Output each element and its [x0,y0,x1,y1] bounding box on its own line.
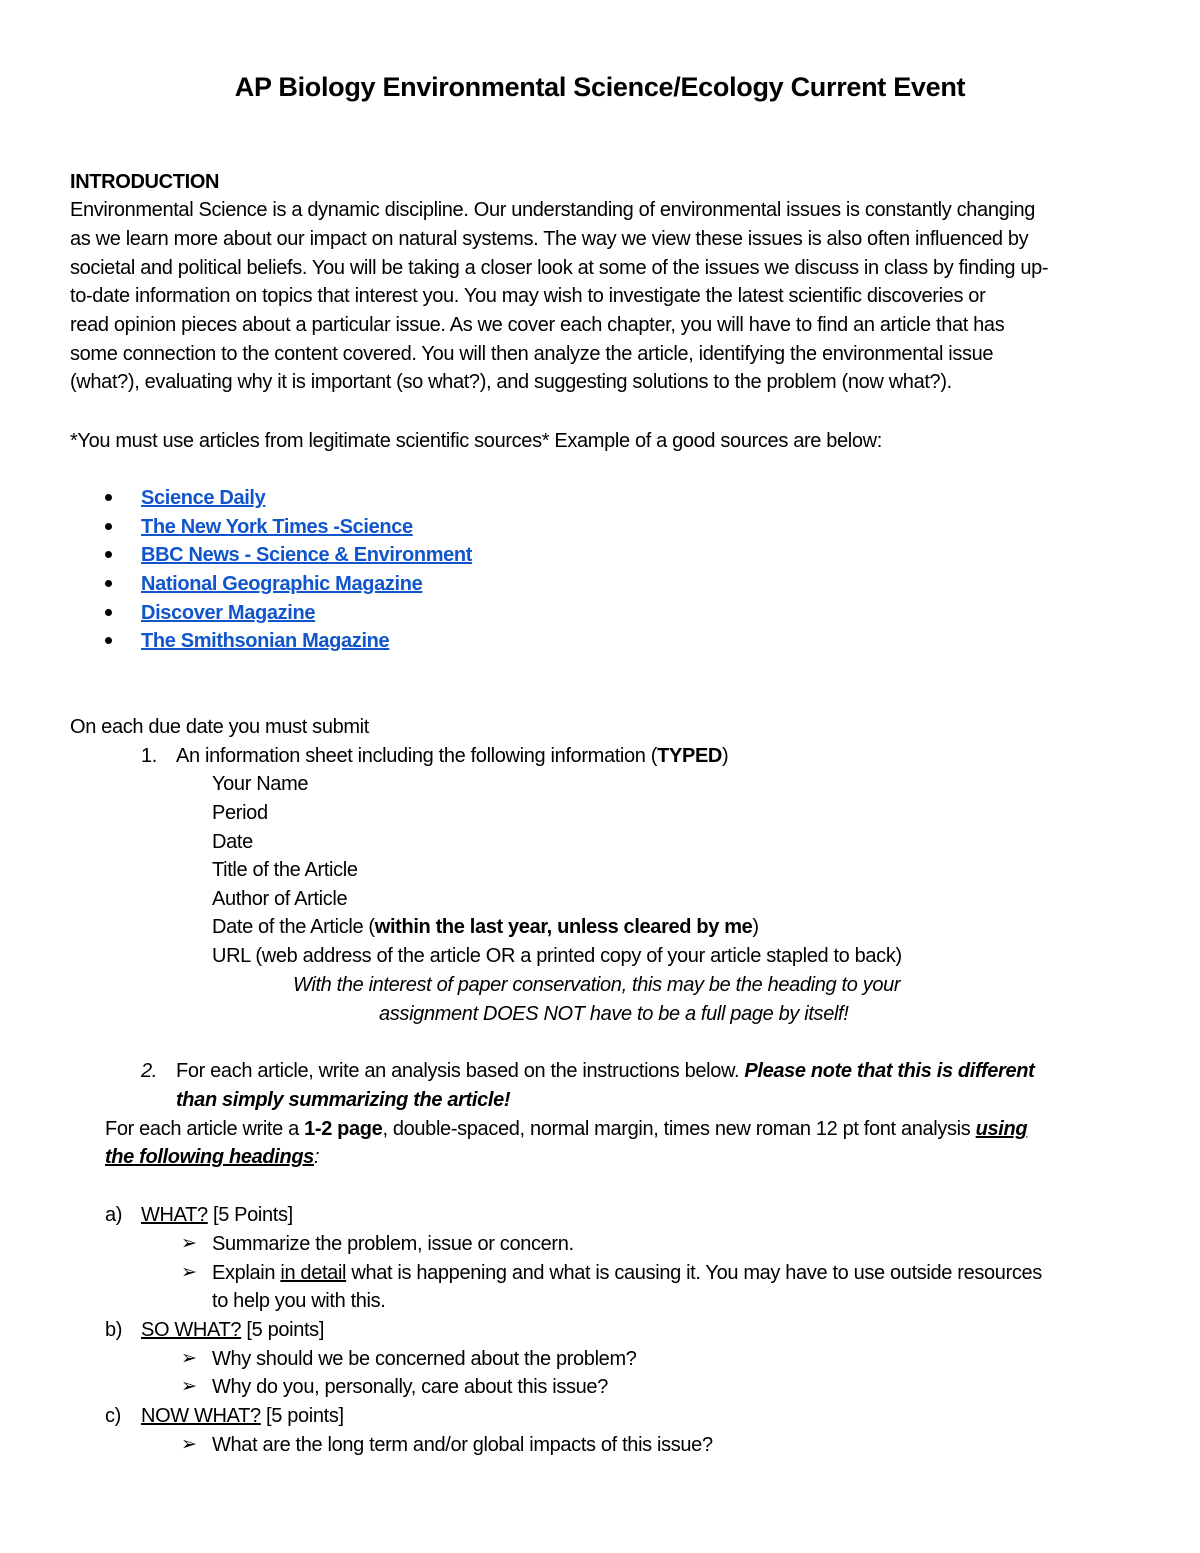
source-link-smithsonian[interactable]: The Smithsonian Magazine [141,630,390,652]
field-your-name: Your Name [212,773,309,795]
bullet-dot-icon [105,637,112,644]
what-bullet-cont: to help you with this. [212,1290,386,1312]
intro-heading: INTRODUCTION [70,171,220,193]
paren-close: ) [752,916,759,938]
intro-line: (what?), evaluating why it is important (so what?), and suggesting solutions to the problem (now what?). [70,371,952,393]
typed-label: TYPED [657,745,723,767]
analysis-text: For each article, write an analysis based on the instructions below. [176,1060,745,1082]
intro-line: some connection to the content covered. You will then analyze the article, identifying the environmental issue [70,343,994,365]
source-link-bbc[interactable]: BBC News - Science & Environment [141,544,473,566]
heading-now-what [141,1402,344,1430]
heading-letter: a) [105,1204,123,1226]
info-sheet-text: An information sheet including the following information ( [176,745,658,767]
article-date-condition: within the last year, unless cleared by me [374,916,753,938]
so-what-bullet: Why should we be concerned about the problem? [212,1348,637,1370]
field-date: Date [212,831,253,853]
heading-letter: c) [105,1405,121,1427]
page-count: 1-2 page [304,1118,383,1140]
field-article-title: Title of the Article [212,859,358,881]
heading-points: [5 points] [241,1319,325,1341]
format-emphasis: the following headings [105,1146,314,1168]
explain-text: Explain [212,1262,281,1284]
field-article-author: Author of Article [212,888,348,910]
source-link-natgeo[interactable]: National Geographic Magazine [141,573,423,595]
format-instructions-cont [105,1143,319,1171]
heading-label: NOW WHAT? [141,1405,261,1427]
paren-close: ) [722,745,729,767]
source-link-science-daily[interactable]: Science Daily [141,487,266,509]
format-text: , double-spaced, normal margin, times new roman 12 pt font analysis [382,1118,976,1140]
so-what-bullet: Why do you, personally, care about this issue? [212,1376,608,1398]
heading-so-what [141,1316,324,1344]
arrow-bullet-icon: ➢ [181,1262,197,1283]
intro-line: as we learn more about our impact on natural systems. The way we view these issues is also often influenced by [70,228,1029,250]
what-bullet: Summarize the problem, issue or concern. [212,1233,574,1255]
arrow-bullet-icon: ➢ [181,1233,197,1254]
analysis-note: Please note that this is different [744,1060,1035,1082]
bullet-dot-icon [105,551,112,558]
arrow-bullet-icon: ➢ [181,1434,197,1455]
source-link-nytimes[interactable]: The New York Times -Science [141,516,413,538]
bullet-dot-icon [105,609,112,616]
heading-points: [5 Points] [207,1204,293,1226]
format-instructions [105,1115,1027,1143]
source-link-discover[interactable]: Discover Magazine [141,602,316,624]
intro-line: to-date information on topics that interest you. You may wish to investigate the latest scientific discoveries or [70,285,986,307]
article-date-text: Date of the Article ( [212,916,375,938]
field-period: Period [212,802,268,824]
what-bullet [212,1259,1042,1287]
paper-note-line: assignment DOES NOT have to be a full page by itself! [379,1003,849,1025]
heading-label: SO WHAT? [141,1319,242,1341]
analysis-item [176,1057,1034,1085]
bullet-dot-icon [105,494,112,501]
heading-what [141,1201,293,1229]
format-text: For each article write a [105,1118,305,1140]
heading-letter: b) [105,1319,123,1341]
now-what-bullet: What are the long term and/or global impacts of this issue? [212,1434,713,1456]
heading-points: [5 points] [260,1405,344,1427]
heading-label: WHAT? [141,1204,208,1226]
colon: : [313,1146,320,1168]
sources-lead: *You must use articles from legitimate scientific sources* Example of a good sources are below: [70,430,882,452]
field-url: URL (web address of the article OR a printed copy of your article stapled to back) [212,945,902,967]
explain-text: what is happening and what is causing it. You may have to use outside resources [346,1262,1042,1284]
page-title: AP Biology Environmental Science/Ecology Current Event [234,72,966,102]
field-article-date [212,913,759,941]
intro-line: societal and political beliefs. You will be taking a closer look at some of the issues we discuss in class by finding up- [70,257,1049,279]
list-number: 1. [141,745,157,767]
paper-note-line: With the interest of paper conservation, this may be the heading to your [293,974,901,996]
format-emphasis: using [975,1118,1028,1140]
info-sheet-item [176,742,728,770]
intro-line: read opinion pieces about a particular issue. As we cover each chapter, you will have to find an article that has [70,314,1005,336]
analysis-note-cont: than simply summarizing the article! [176,1089,511,1111]
list-number: 2. [141,1060,157,1082]
explain-emphasis: in detail [280,1262,347,1284]
intro-line: Environmental Science is a dynamic discipline. Our understanding of environmental issues is constantly changing [70,199,1036,221]
bullet-dot-icon [105,580,112,587]
submit-lead: On each due date you must submit [70,716,369,738]
bullet-dot-icon [105,523,112,530]
arrow-bullet-icon: ➢ [181,1376,197,1397]
arrow-bullet-icon: ➢ [181,1348,197,1369]
